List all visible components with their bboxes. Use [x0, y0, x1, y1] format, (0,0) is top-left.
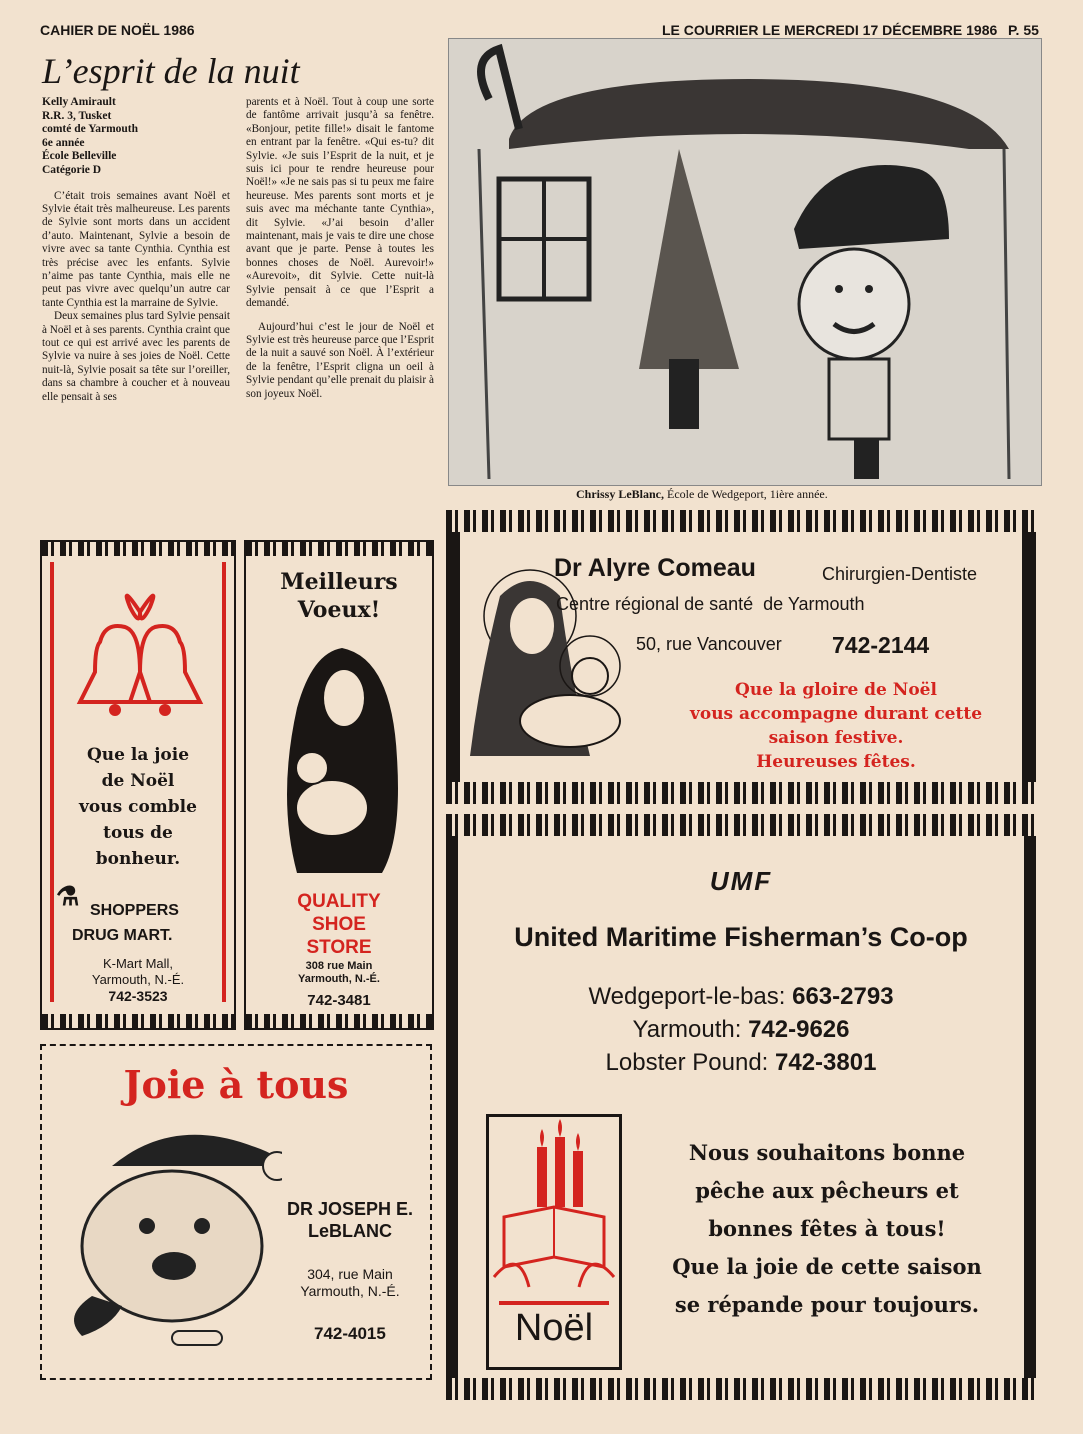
ornament-border — [446, 1378, 1036, 1400]
greeting-line: bonheur. — [95, 849, 181, 869]
wish-line: saison festive. — [768, 728, 904, 748]
noel-card — [486, 1114, 622, 1370]
madonna-infant-icon — [460, 556, 640, 766]
ad-shoppers — [40, 540, 236, 1030]
caption-artist: Chrissy LeBlanc, — [576, 487, 665, 501]
greeting-line: tous de — [103, 823, 173, 843]
noel-card-label: Noël — [514, 1307, 594, 1349]
comeau-wish — [666, 678, 1006, 774]
article-column-2 — [246, 96, 434, 401]
madonna-child-icon — [272, 638, 412, 878]
article-paragraph: C’était trois semaines avant Noël et Sylvie était très malheureuse. Les parents de Sylvie sont morts dans un accident d’auto. Maintenant, Sylvie a besoin de vivre avec sa tante Cynthia. Cynthia est très précise avec les enfants. Sylvie n’aime pas tante Cynthia, mais elle ne peut pas vivre avec quelqu’un autre car tante Cynthia est la marraine de Sylvie. — [42, 189, 230, 309]
bulldog-santa-hat-icon — [52, 1106, 282, 1366]
byline-address: R.R. 3, Tusket — [42, 109, 112, 122]
greeting-line: vous comble — [79, 797, 197, 817]
candles-book-icon — [489, 1117, 619, 1297]
shoe-store-name — [246, 890, 432, 959]
shoe-address — [246, 960, 432, 986]
byline-author: Kelly Amirault — [42, 96, 116, 108]
wish-line: pêche aux pêcheurs et — [695, 1178, 959, 1203]
mortar-pestle-icon: ⚗ — [56, 882, 80, 911]
address-line: 308 rue Main — [305, 960, 373, 972]
byline — [42, 96, 230, 178]
shoppers-phone: 742-3523 — [108, 988, 168, 1004]
leblanc-greeting: Joie à tous — [123, 1062, 349, 1107]
leblanc-phone: 742-4015 — [314, 1324, 386, 1343]
ad-dr-comeau — [446, 510, 1036, 804]
wish-line: Que la joie de cette saison — [672, 1254, 982, 1279]
dentist-address: 50, rue Vancouver — [636, 634, 782, 654]
ornament-border — [246, 1014, 432, 1028]
phone-line-wedgeport: Wedgeport-le-bas: 663-2793 — [588, 983, 894, 1010]
christmas-bells-icon — [70, 582, 210, 732]
address-line: Yarmouth, N.-É. — [91, 972, 185, 987]
caption-school: École de Wedgeport, 1ière année. — [664, 487, 828, 501]
store-name-line: QUALITY — [297, 891, 381, 912]
ad-quality-shoe-store — [244, 540, 434, 1030]
coop-phones — [446, 980, 1036, 1079]
byline-grade: 6e année — [42, 136, 85, 149]
phone-line-yarmouth: Yarmouth: 742-9626 — [632, 1016, 850, 1043]
coop-wish — [642, 1134, 1012, 1324]
greeting-line: Voeux! — [297, 597, 381, 623]
house-drawing-illustration — [449, 39, 1041, 485]
address-line: K-Mart Mall, — [102, 956, 174, 971]
section-header: CAHIER DE NOËL 1986 — [40, 22, 195, 38]
greeting-line: Que la joie — [86, 745, 190, 765]
leblanc-name — [274, 1198, 426, 1242]
byline-school: École Belleville — [42, 150, 117, 163]
ornament-border — [446, 782, 1036, 804]
name-line: LeBLANC — [308, 1221, 392, 1241]
article-paragraph: Aujourd’hui c’est le jour de Noël et Sylvie est très heureuse parce que l’Esprit de la nuit a sauvé son Noël. À l’extérieur de la fenêtre, l’Esprit cligna un oeil à Sylvie pendant qu’elle prenait du plaisir à son joyeux Noël. — [246, 320, 434, 400]
wish-line: Nous souhaitons bonne — [688, 1140, 966, 1165]
ad-umf-coop — [446, 814, 1036, 1400]
ad-dr-leblanc — [40, 1044, 432, 1380]
ornament-border — [246, 542, 432, 556]
article-paragraph: Deux semaines plus tard Sylvie pensait à Noël et à ses parents. Cynthia craint que tout ce qui est arrivé avec les parents de Sylvie va nuire à ses joies de Noël. Cette nuit-là, Sylvie posait sa tête sur l’oreiller, dans sa chambre à coucher et à nouveau elle pensait à ses — [42, 310, 230, 403]
ornament-border — [42, 1014, 234, 1028]
shoppers-address — [42, 956, 234, 1004]
byline-category: Catégorie D — [42, 163, 102, 176]
article-column-1 — [42, 96, 230, 404]
dentist-name: Dr Alyre Comeau — [554, 554, 756, 582]
shoppers-brand: SHOPPERS — [90, 902, 179, 919]
ornament-border — [42, 542, 234, 556]
store-name-line: SHOE — [312, 914, 366, 935]
wish-line: se répande pour toujours. — [674, 1292, 980, 1317]
dentist-phone: 742-2144 — [832, 632, 930, 658]
shoppers-greeting — [42, 742, 234, 872]
article-paragraph: parents et à Noël. Tout à coup une sorte de fantôme arrivait jusqu’à sa fenêtre. «Bonjour, petite fille!» disait le fantome en entrant par la fenêtre. «Qui es-tu? dit Sylvie. «Je suis l’Esprit de la nuit, et je suis ici pour te rendre heureuse pour Noël!» «Je ne sais pas si tu peux me faire heureuse. Mes parents sont morts et je suis avec ma méchante tante Cynthia», dit Sylvie. «J’ai besoin d’aller maintenant, mais je vais te dire une chose avant que je parte. Pense à toutes les bonnes choses de Noël. Aurevoir!» «Aurevoit», dit Sylvie. Cette nuit-là Sylvie pensait à ce que l’Esprit a demandé. — [246, 96, 434, 310]
child-drawing — [448, 38, 1042, 486]
umf-logo: UMF — [709, 866, 773, 896]
address-line: 304, rue Main — [307, 1266, 393, 1282]
address-line: Yarmouth, N.-É. — [300, 1283, 400, 1299]
ornament-border — [446, 510, 1036, 532]
wish-line: Heureuses fêtes. — [756, 752, 916, 772]
address-line: Yarmouth, N.-É. — [298, 973, 380, 985]
shoe-phone: 742-3481 — [307, 992, 371, 1009]
greeting-line: de Noël — [101, 771, 175, 791]
page-number: P. 55 — [1008, 22, 1039, 38]
health-centre: Centre régional de santé de Yarmouth — [556, 594, 865, 614]
greeting-line: Meilleurs — [280, 569, 398, 595]
drug-mart-brand: DRUG MART. — [72, 927, 173, 944]
wish-line: vous accompagne durant cette — [689, 704, 983, 724]
wish-line: Que la gloire de Noël — [735, 680, 937, 700]
ornament-border — [446, 814, 1036, 836]
wish-line: bonnes fêtes à tous! — [708, 1216, 946, 1241]
newspaper-dateline: LE COURRIER LE MERCREDI 17 DÉCEMBRE 1986 — [662, 22, 998, 38]
coop-name: United Maritime Fisherman’s Co-op — [514, 922, 968, 952]
dentist-title: Chirurgien-Dentiste — [822, 564, 978, 584]
shoe-greeting — [246, 568, 432, 624]
name-line: DR JOSEPH E. — [286, 1199, 414, 1219]
leblanc-address — [274, 1266, 426, 1300]
byline-county: comté de Yarmouth — [42, 123, 139, 136]
store-name-line: STORE — [306, 937, 372, 958]
article-title: L’esprit de la nuit — [42, 51, 300, 91]
phone-line-lobster-pound: Lobster Pound: 742-3801 — [605, 1049, 877, 1076]
drawing-caption — [576, 487, 828, 502]
